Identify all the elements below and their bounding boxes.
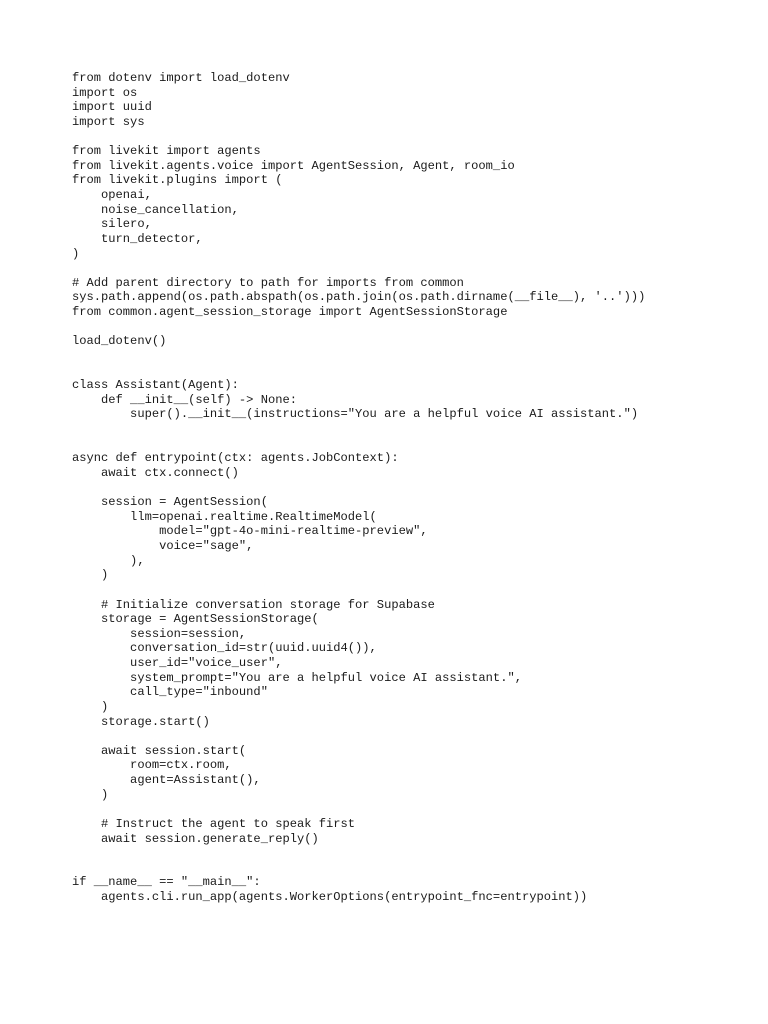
code-line: noise_cancellation, bbox=[72, 202, 239, 217]
code-line: ) bbox=[72, 568, 109, 583]
code-line: room=ctx.room, bbox=[72, 758, 232, 773]
code-line: load_dotenv() bbox=[72, 334, 167, 349]
code-line: agents.cli.run_app(agents.WorkerOptions(entrypoint_fnc=entrypoint)) bbox=[72, 890, 588, 904]
code-line bbox=[72, 320, 645, 335]
code-line: session=session, bbox=[72, 626, 247, 641]
code-line: silero, bbox=[72, 217, 152, 232]
code-line bbox=[72, 364, 645, 379]
code-line: from common.agent_session_storage import AgentSessionStorage bbox=[72, 305, 508, 319]
code-line: # Initialize conversation storage for Supabase bbox=[72, 597, 435, 612]
code-line: ), bbox=[72, 553, 145, 568]
code-line: import uuid bbox=[72, 100, 152, 115]
code-line bbox=[72, 481, 645, 496]
code-line: ) bbox=[72, 699, 109, 714]
code-line: turn_detector, bbox=[72, 231, 203, 246]
code-line: ) bbox=[72, 246, 80, 261]
code-block bbox=[72, 71, 645, 905]
code-line: await session.start( bbox=[72, 743, 247, 758]
code-line: class Assistant(Agent): bbox=[72, 378, 239, 393]
code-line: storage.start() bbox=[72, 714, 210, 729]
code-line: # Instruct the agent to speak first bbox=[72, 816, 356, 831]
code-line: from livekit.plugins import ( bbox=[72, 173, 283, 188]
code-line bbox=[72, 802, 645, 817]
code-line: await session.generate_reply() bbox=[72, 831, 319, 846]
code-line: openai, bbox=[72, 188, 152, 202]
code-line bbox=[72, 861, 645, 876]
code-line bbox=[72, 437, 645, 452]
code-line: system_prompt="You are a helpful voice AI assistant.", bbox=[72, 670, 522, 685]
code-line: import os bbox=[72, 85, 138, 100]
code-line bbox=[72, 583, 645, 598]
code-line bbox=[72, 422, 645, 437]
code-line: from livekit.agents.voice import AgentSession, Agent, room_io bbox=[72, 158, 515, 173]
code-line: agent=Assistant(), bbox=[72, 773, 261, 787]
code-line bbox=[72, 729, 645, 744]
code-line: import sys bbox=[72, 114, 145, 129]
code-line: async def entrypoint(ctx: agents.JobContext): bbox=[72, 451, 399, 466]
code-line: call_type="inbound" bbox=[72, 685, 268, 700]
code-line: await ctx.connect() bbox=[72, 465, 239, 480]
code-line: conversation_id=str(uuid.uuid4()), bbox=[72, 641, 377, 656]
code-line bbox=[72, 349, 645, 364]
code-line: from dotenv import load_dotenv bbox=[72, 71, 290, 85]
code-line: from livekit import agents bbox=[72, 144, 261, 159]
code-line: voice="sage", bbox=[72, 539, 254, 553]
code-line bbox=[72, 130, 645, 145]
code-line: # Add parent directory to path for imports from common bbox=[72, 275, 464, 290]
code-line: sys.path.append(os.path.abspath(os.path.join(os.path.dirname(__file__), '..'))) bbox=[72, 290, 646, 305]
code-line bbox=[72, 846, 645, 861]
code-line: session = AgentSession( bbox=[72, 495, 268, 510]
code-line: def __init__(self) -> None: bbox=[72, 392, 297, 407]
code-line bbox=[72, 261, 645, 276]
code-line: if __name__ == "__main__": bbox=[72, 875, 261, 890]
code-line: storage = AgentSessionStorage( bbox=[72, 612, 319, 627]
code-line: model="gpt-4o-mini-realtime-preview", bbox=[72, 524, 428, 539]
code-line: user_id="voice_user", bbox=[72, 656, 283, 670]
code-line: ) bbox=[72, 787, 109, 802]
code-line: super().__init__(instructions="You are a helpful voice AI assistant.") bbox=[72, 407, 639, 422]
code-line: llm=openai.realtime.RealtimeModel( bbox=[72, 509, 377, 524]
